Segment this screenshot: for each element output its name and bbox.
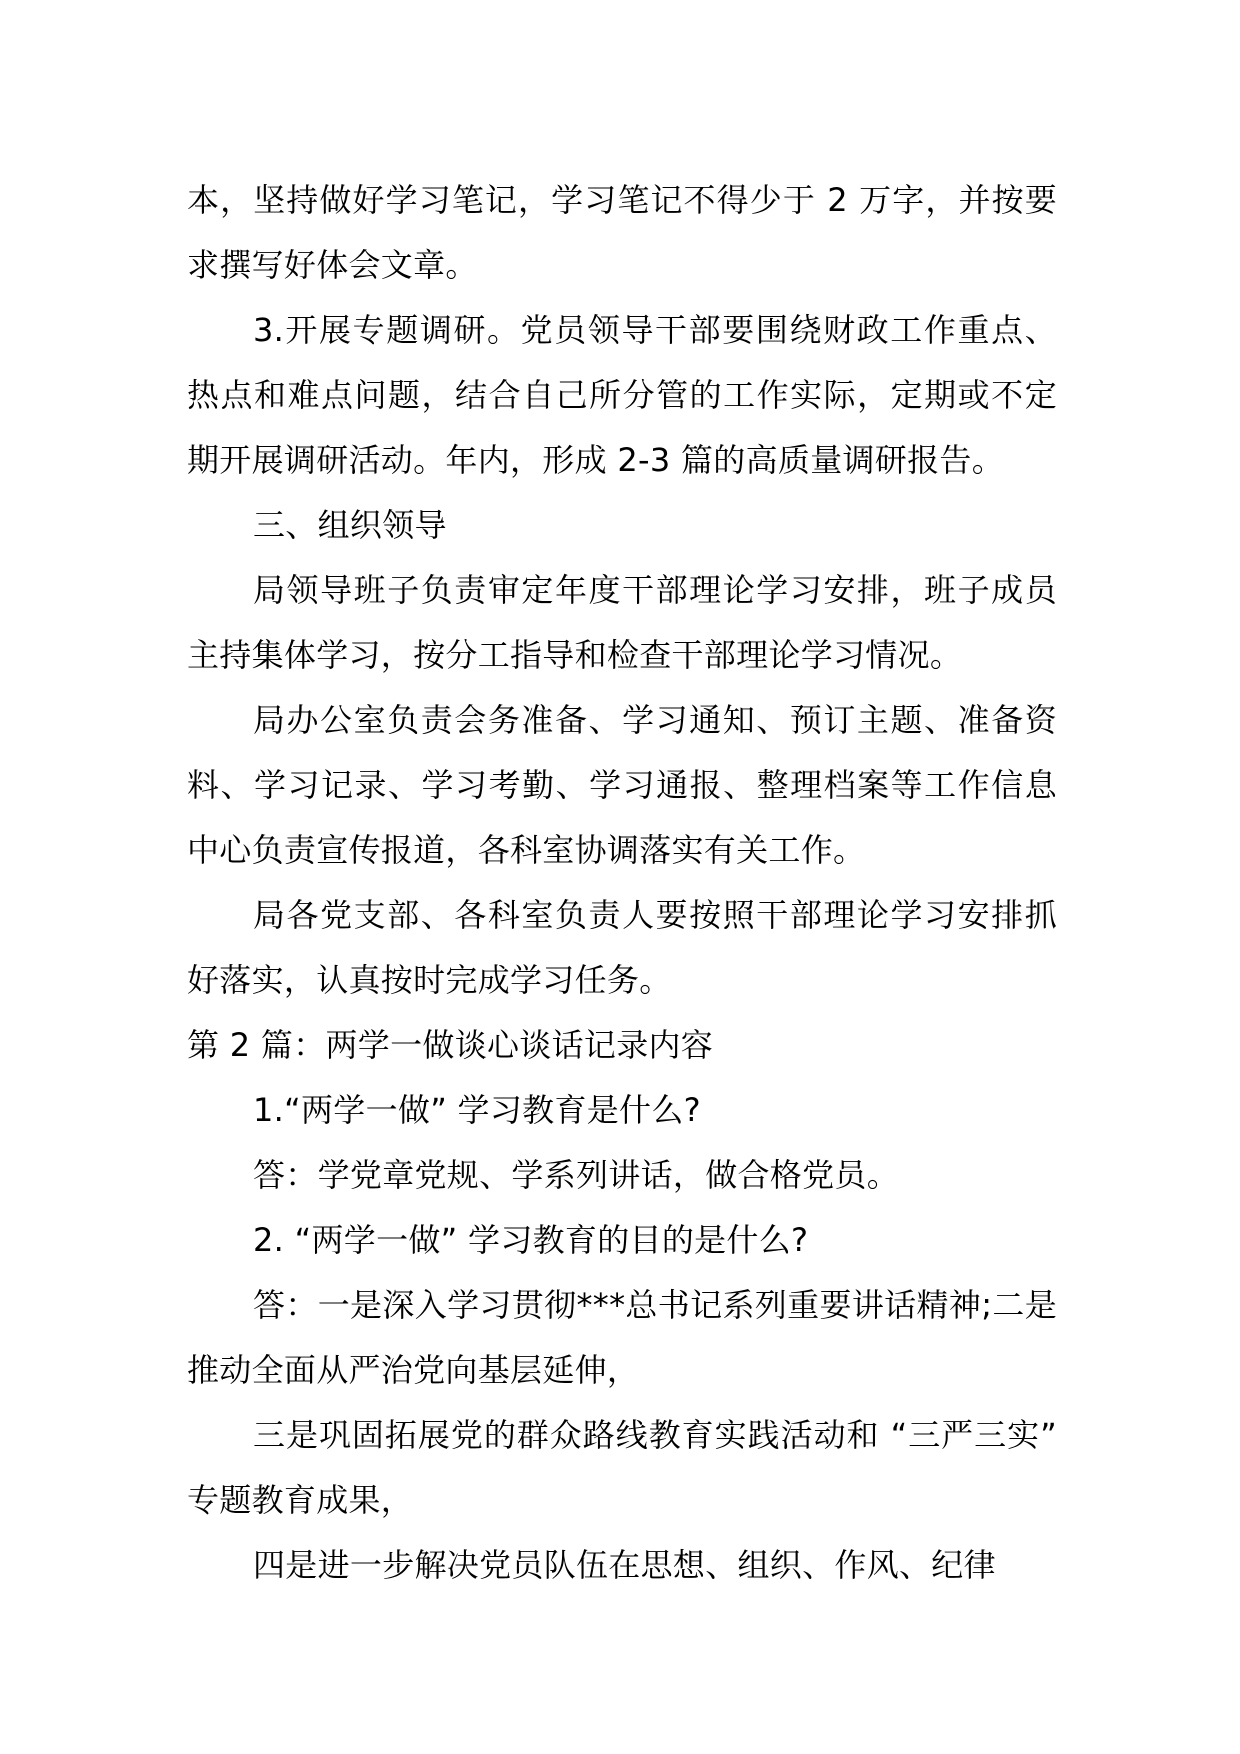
answer-2-part-1: 答：一是深入学习贯彻***总书记系列重要讲话精神;二是推动全面从严治党向基层延伸， — [187, 1286, 1057, 1389]
paragraph-party-branches: 局各党支部、各科室负责人要按照干部理论学习安排抓好落实，认真按时完成学习任务。 — [187, 896, 1057, 999]
article-2-title: 第 2 篇：两学一做谈心谈话记录内容 — [187, 1026, 714, 1064]
question-1: 1.“两学一做” 学习教育是什么? — [253, 1091, 701, 1129]
document-body — [187, 168, 1057, 1598]
answer-2-part-3: 三是巩固拓展党的群众路线教育实践活动和 “三严三实” 专题教育成果， — [187, 1416, 1057, 1519]
paragraph-special-research: 3.开展专题调研。党员领导干部要围绕财政工作重点、热点和难点问题，结合自己所分管的工作实际，定期或不定期开展调研活动。年内，形成 2-3 篇的高质量调研报告。 — [187, 311, 1057, 479]
answer-1: 答：学党章党规、学系列讲话，做合格党员。 — [253, 1156, 900, 1194]
paragraph-leadership-team: 局领导班子负责审定年度干部理论学习安排，班子成员主持集体学习，按分工指导和检查干部理论学习情况。 — [187, 571, 1057, 674]
answer-2-part-4: 四是进一步解决党员队伍在思想、组织、作风、纪律 — [253, 1546, 996, 1584]
question-2: 2. “两学一做” 学习教育的目的是什么? — [253, 1221, 809, 1259]
paragraph-office-duties: 局办公室负责会务准备、学习通知、预订主题、准备资料、学习记录、学习考勤、学习通报、整理档案等工作信息中心负责宣传报道，各科室协调落实有关工作。 — [187, 701, 1057, 869]
paragraph-1-continuation: 本，坚持做好学习笔记，学习笔记不得少于 2 万字，并按要求撰写好体会文章。 — [187, 181, 1057, 284]
section-heading-organization-leadership: 三、组织领导 — [253, 506, 447, 544]
